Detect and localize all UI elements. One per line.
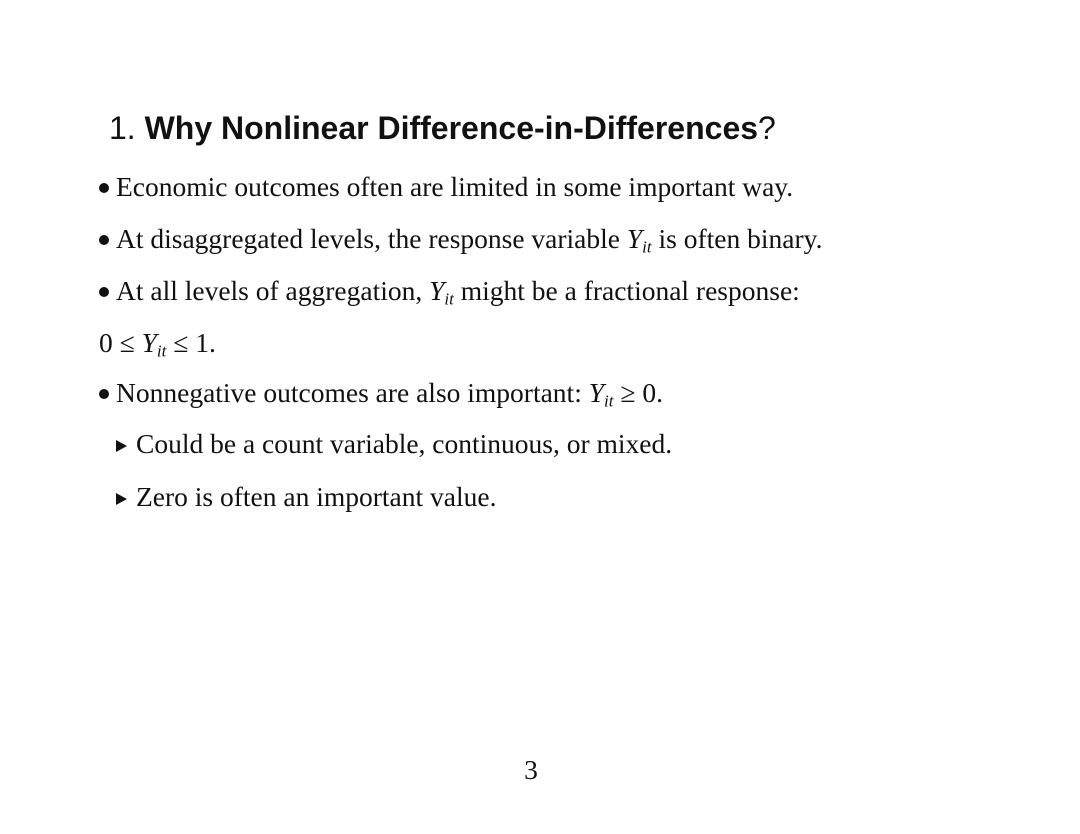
math-symbol: Y — [626, 223, 643, 254]
bullet-text: ≤ 1. — [166, 327, 216, 358]
bullet-dot-icon — [99, 389, 109, 399]
bullet-dot-icon — [99, 183, 109, 193]
slide-title — [109, 106, 776, 150]
math-subscript: it — [604, 391, 614, 411]
bullet-text: 0 ≤ — [99, 327, 142, 358]
bullet-item — [99, 169, 793, 205]
sub-bullet-item — [116, 426, 672, 462]
bullet-text: At disaggregated levels, the response variable — [116, 223, 627, 254]
bullet-text: ≥ 0. — [613, 377, 663, 408]
bullet-text: is often binary. — [651, 223, 823, 254]
title-text: Why Nonlinear Difference-in-Differences — [144, 110, 759, 146]
bullet-text: Economic outcomes often are limited in some important way. — [116, 171, 794, 202]
math-variable — [626, 223, 652, 257]
bullet-text: Could be a count variable, continuous, or mixed. — [136, 428, 673, 459]
bullet-item — [99, 325, 216, 361]
bullet-item — [99, 221, 822, 257]
math-subscript: it — [444, 289, 454, 309]
math-variable — [429, 275, 454, 309]
title-number: 1. — [109, 110, 136, 146]
bullet-text: At all levels of aggregation, — [116, 275, 430, 306]
page-number: 3 — [524, 754, 538, 785]
triangle-bullet-icon — [116, 440, 127, 452]
bullet-dot-icon — [99, 235, 109, 245]
bullet-item — [99, 375, 663, 411]
triangle-bullet-icon — [116, 493, 127, 505]
bullet-dot-icon — [99, 287, 109, 297]
math-variable — [588, 377, 614, 411]
bullet-text: might be a fractional response: — [453, 275, 800, 306]
math-symbol: Y — [141, 327, 157, 358]
math-subscript: it — [156, 341, 167, 361]
math-symbol: Y — [429, 275, 445, 306]
bullet-text: Zero is often an important value. — [136, 481, 497, 512]
math-variable — [141, 327, 167, 361]
title-punct: ? — [758, 110, 776, 146]
math-subscript: it — [642, 237, 652, 257]
bullet-item — [99, 273, 800, 309]
sub-bullet-item — [116, 479, 496, 515]
math-symbol: Y — [588, 377, 605, 408]
bullet-text: Nonnegative outcomes are also important: — [116, 377, 589, 408]
